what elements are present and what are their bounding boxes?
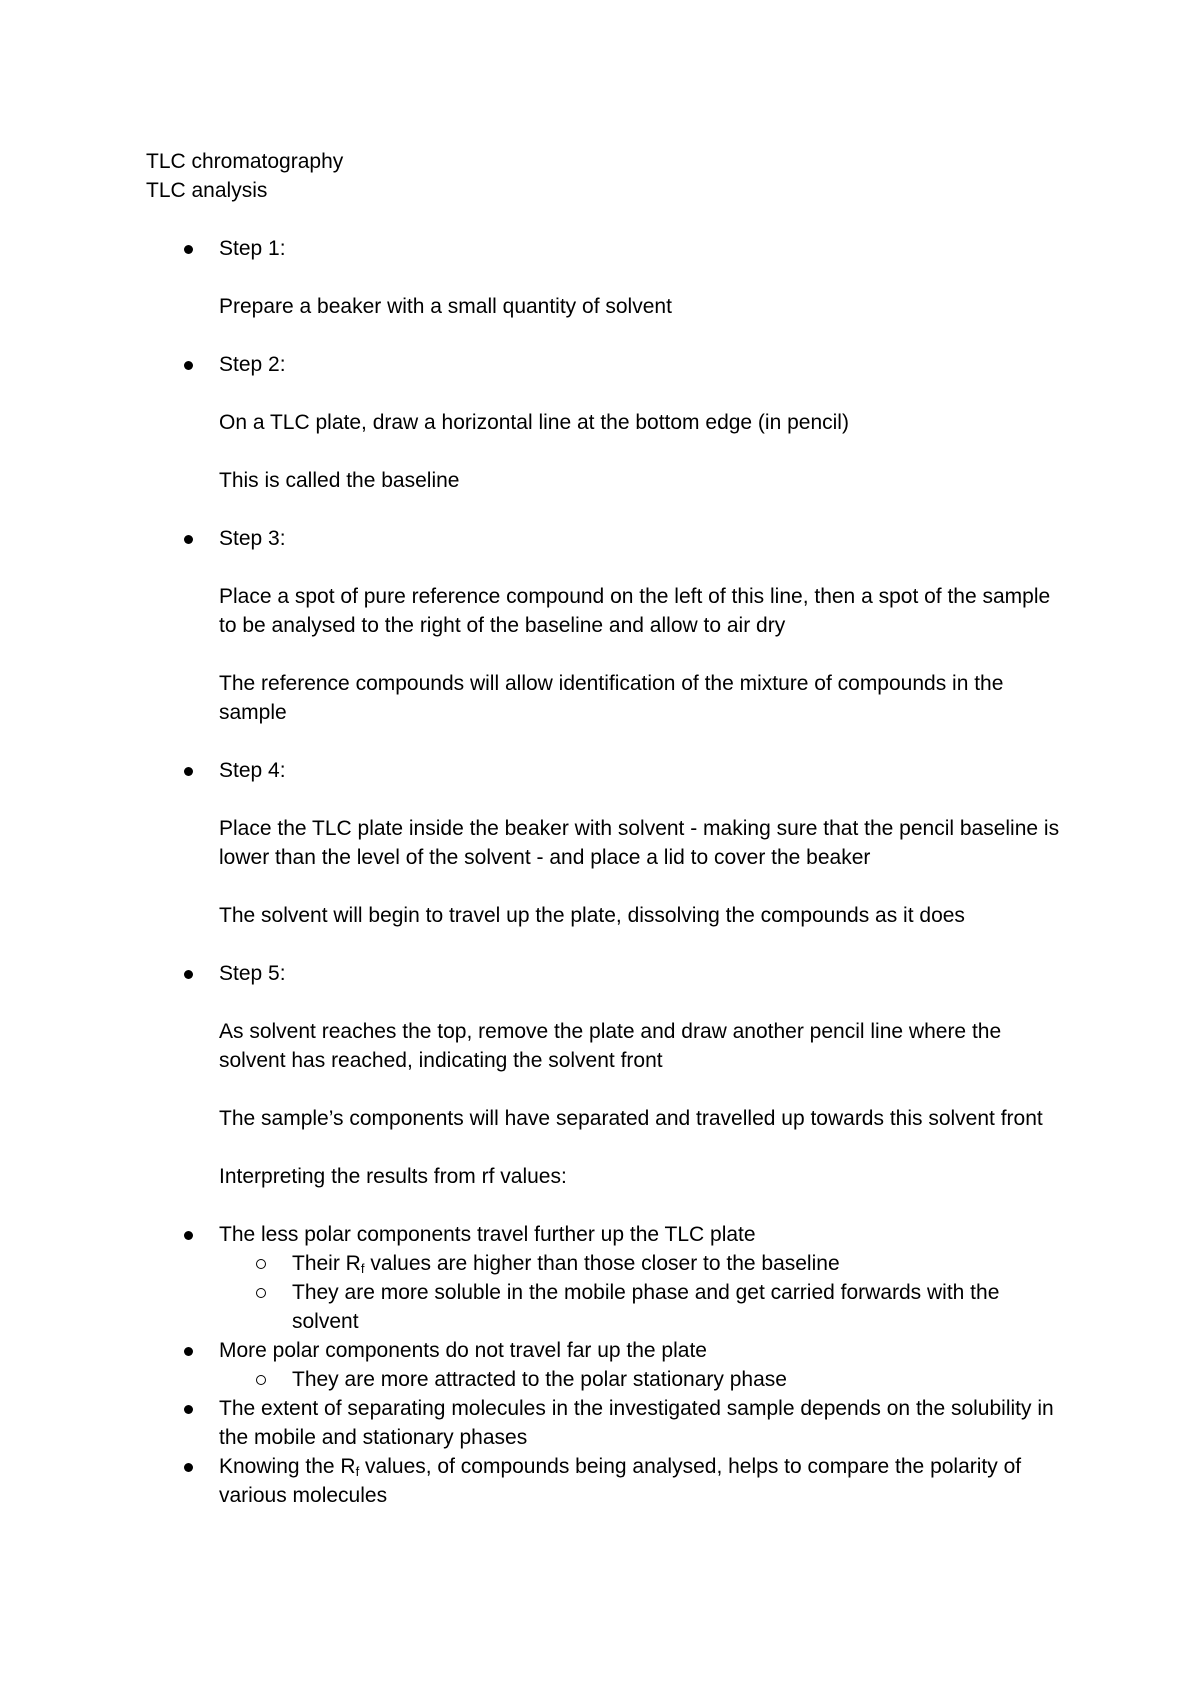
bullet-icon [184, 535, 193, 544]
step-4 [146, 756, 1066, 930]
sub-text: They are more attracted to the polar stationary phase [292, 1368, 787, 1391]
results-list [146, 1220, 1066, 1510]
step-paragraph: The sample’s components will have separated and travelled up towards this solvent front [219, 1107, 1043, 1130]
bullet-icon [184, 767, 193, 776]
bullet-icon [184, 245, 193, 254]
bullet-icon [184, 361, 193, 370]
sub-item [146, 1249, 1066, 1278]
step-2 [146, 350, 1066, 495]
step-paragraph: As solvent reaches the top, remove the plate and draw another pencil line where the solvent has reached, indicating the solvent front [219, 1020, 1002, 1072]
bullet-icon [184, 970, 193, 979]
result-item [146, 1336, 1066, 1394]
step-3 [146, 524, 1066, 727]
document-page [146, 147, 1066, 1510]
sub-item [146, 1278, 1066, 1336]
step-label: Step 1: [219, 237, 286, 260]
step-paragraph: On a TLC plate, draw a horizontal line at the bottom edge (in pencil) [219, 411, 849, 434]
sub-list [146, 1365, 1066, 1394]
step-paragraph: This is called the baseline [219, 469, 460, 492]
document-subtitle: TLC analysis [146, 179, 268, 202]
circle-bullet-icon [256, 1375, 266, 1385]
bullet-icon [184, 1405, 193, 1414]
step-1 [146, 234, 1066, 321]
bullet-icon [184, 1463, 193, 1472]
bullet-icon [184, 1231, 193, 1240]
step-5 [146, 959, 1066, 1133]
step-label: Step 2: [219, 353, 286, 376]
sub-list [146, 1249, 1066, 1336]
step-label: Step 4: [219, 759, 286, 782]
step-paragraph: Place a spot of pure reference compound on the left of this line, then a spot of the sample to be analysed to the right of the baseline and allow to air dry [219, 585, 1051, 637]
result-text: More polar components do not travel far up the plate [219, 1339, 707, 1362]
result-text: The less polar components travel further up the TLC plate [219, 1223, 756, 1246]
step-paragraph: The solvent will begin to travel up the plate, dissolving the compounds as it does [219, 904, 965, 927]
circle-bullet-icon [256, 1259, 266, 1269]
sub-item [146, 1365, 1066, 1394]
step-label: Step 3: [219, 527, 286, 550]
result-item [146, 1220, 1066, 1336]
result-item [146, 1394, 1066, 1452]
step-paragraph: The reference compounds will allow identification of the mixture of compounds in the sample [219, 672, 1004, 724]
steps-list [146, 234, 1066, 1133]
document-title: TLC chromatography [146, 150, 344, 173]
interpret-heading: Interpreting the results from rf values: [219, 1165, 567, 1188]
sub-text: Their $R_f$ values are higher than those closer to the baseline [292, 1252, 840, 1276]
circle-bullet-icon [256, 1288, 266, 1298]
sub-text: They are more soluble in the mobile phase and get carried forwards with the solvent [292, 1281, 1000, 1333]
step-label: Step 5: [219, 962, 286, 985]
result-text: The extent of separating molecules in the investigated sample depends on the solubility in the mobile and stationary phases [219, 1397, 1054, 1449]
result-text: Knowing the $R_f$ values, of compounds being analysed, helps to compare the polarity of various molecules [219, 1455, 1022, 1507]
result-item [146, 1452, 1066, 1510]
step-paragraph: Place the TLC plate inside the beaker with solvent - making sure that the pencil baseline is lower than the level of the solvent - and place a lid to cover the beaker [219, 817, 1060, 869]
bullet-icon [184, 1347, 193, 1356]
step-paragraph: Prepare a beaker with a small quantity of solvent [219, 295, 672, 318]
